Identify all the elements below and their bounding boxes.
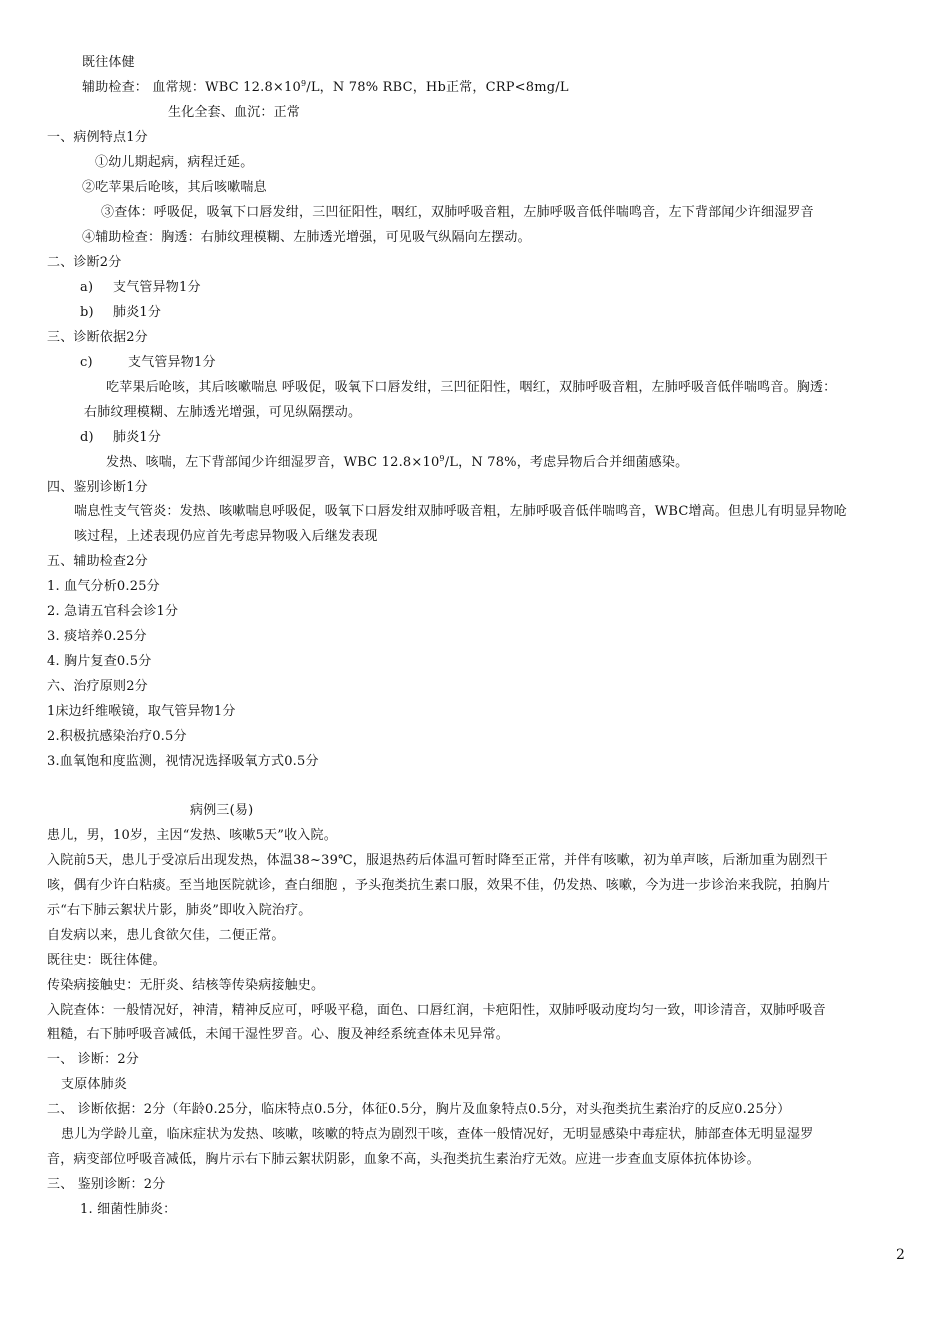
case-title: 病例三(易) [190,803,254,818]
list-item: 1. 细菌性肺炎： [80,1202,177,1217]
text-line: ④辅助检查：胸透：右肺纹理模糊、左肺透光增强，可见吸气纵隔向左摆动。 [82,230,531,245]
text-line: 传染病接触史：无肝炎、结核等传染病接触史。 [47,978,325,993]
section-heading: 三、诊断依据2分 [47,330,148,345]
list-marker: b) [80,305,94,320]
text-line: 支气管异物1分 [113,280,201,295]
text-line: 入院前5天，患儿于受凉后出现发热，体温38~39℃，服退热药后体温可暂时降至正常，并伴有咳嗽，初为单声咳，后渐加重为剧烈干 [47,853,828,868]
text-line: 肺炎1分 [113,430,162,445]
text-line: 既往体健 [82,55,135,70]
list-marker: a) [80,280,94,295]
text-line: 发热、咳喘，左下背部闻少许细湿罗音，WBC $12.8\times 10^9/L$，N 78%，考虑异物后合并细菌感染。 [106,454,689,470]
text-line: 咳过程，上述表现仍应首先考虑异物吸入后继发表现 [74,529,378,544]
text-line: 辅助检查： 血常规：WBC $12.8\times 10^9/L$，N 78% RBC，Hb正常，CRP<8mg/L [82,79,569,95]
text-line: 支原体肺炎 [61,1077,128,1092]
list-item: 1. 血气分析0.25分 [47,579,160,594]
text-line: 右肺纹理模糊、左肺透光增强，可见纵隔摆动。 [84,405,362,420]
text-line: 音，病变部位呼吸音减低，胸片示右下肺云絮状阴影，血象不高，头孢类抗生素治疗无效。应进一步查血支原体抗体协诊。 [47,1152,760,1167]
text-line: ②吃苹果后呛咳，其后咳嗽喘息 [82,180,267,195]
section-heading: 二、诊断2分 [47,255,122,270]
text-line: 喘息性支气管炎：发热、咳嗽喘息呼吸促，吸氧下口唇发绀双肺呼吸音粗，左肺呼吸音低伴喘鸣音，WBC增高。但患儿有明显异物呛 [74,504,847,519]
text-line: ③查体：呼吸促，吸氧下口唇发绀，三凹征阳性，咽红，双肺呼吸音粗，左肺呼吸音低伴喘鸣音，左下背部闻少许细湿罗音 [101,205,814,220]
section-heading: 一、病例特点1分 [47,130,148,145]
text-line: 粗糙，右下肺呼吸音减低，未闻干湿性罗音。心、腹及神经系统查体未见异常。 [47,1027,510,1042]
list-item: 3. 痰培养0.25分 [47,629,147,644]
list-marker: c) [80,355,93,370]
section-heading: 四、鉴别诊断1分 [47,480,148,495]
text-line: 患儿，男，10岁，主因“发热、咳嗽5天”收入院。 [47,828,337,843]
section-heading: 一、 诊断：2分 [47,1052,140,1067]
list-item: 1床边纤维喉镜，取气管异物1分 [47,704,236,719]
text-line: 入院查体：一般情况好，神清，精神反应可，呼吸平稳，面色、口唇红润，卡疤阳性，双肺呼吸动度均匀一致，叩诊清音，双肺呼吸音 [47,1003,826,1018]
list-item: 2. 急请五官科会诊1分 [47,604,179,619]
section-heading: 五、辅助检查2分 [47,554,148,569]
list-item: 2.积极抗感染治疗0.5分 [47,729,187,744]
text-line: 咳，偶有少许白粘痰。至当地医院就诊，查白细胞 ，予头孢类抗生素口服，效果不佳，仍发热、咳嗽，今为进一步诊治来我院，拍胸片 [47,878,831,893]
text-line: 肺炎1分 [113,305,162,320]
section-heading: 二、 诊断依据：2分（年龄0.25分，临床特点0.5分，体征0.5分，胸片及血象特点0.5分，对头孢类抗生素治疗的反应0.25分） [47,1102,791,1117]
text-line: 自发病以来，患儿食欲欠佳，二便正常。 [47,928,285,943]
section-heading: 三、 鉴别诊断：2分 [47,1177,166,1192]
text-line: ①幼儿期起病，病程迁延。 [95,155,254,170]
text-line: 吃苹果后呛咳，其后咳嗽喘息 呼吸促，吸氧下口唇发绀，三凹征阳性，咽红，双肺呼吸音粗，左肺呼吸音低伴喘鸣音。胸透： [106,380,837,395]
text-line: 支气管异物1分 [128,355,216,370]
text-line: 既往史：既往体健。 [47,953,166,968]
text-line: 示“右下肺云絮状片影，肺炎”即收入院治疗。 [47,903,312,918]
text-line: 患儿为学龄儿童，临床症状为发热、咳嗽，咳嗽的特点为剧烈干咳，查体一般情况好，无明显感染中毒症状，肺部查体无明显湿罗 [61,1127,814,1142]
page-number: 2 [896,1247,905,1263]
list-item: 3.血氧饱和度监测，视情况选择吸氧方式0.5分 [47,754,319,769]
text-line: 生化全套、血沉：正常 [168,105,301,120]
list-item: 4. 胸片复查0.5分 [47,654,152,669]
section-heading: 六、治疗原则2分 [47,679,148,694]
list-marker: d) [80,430,94,445]
